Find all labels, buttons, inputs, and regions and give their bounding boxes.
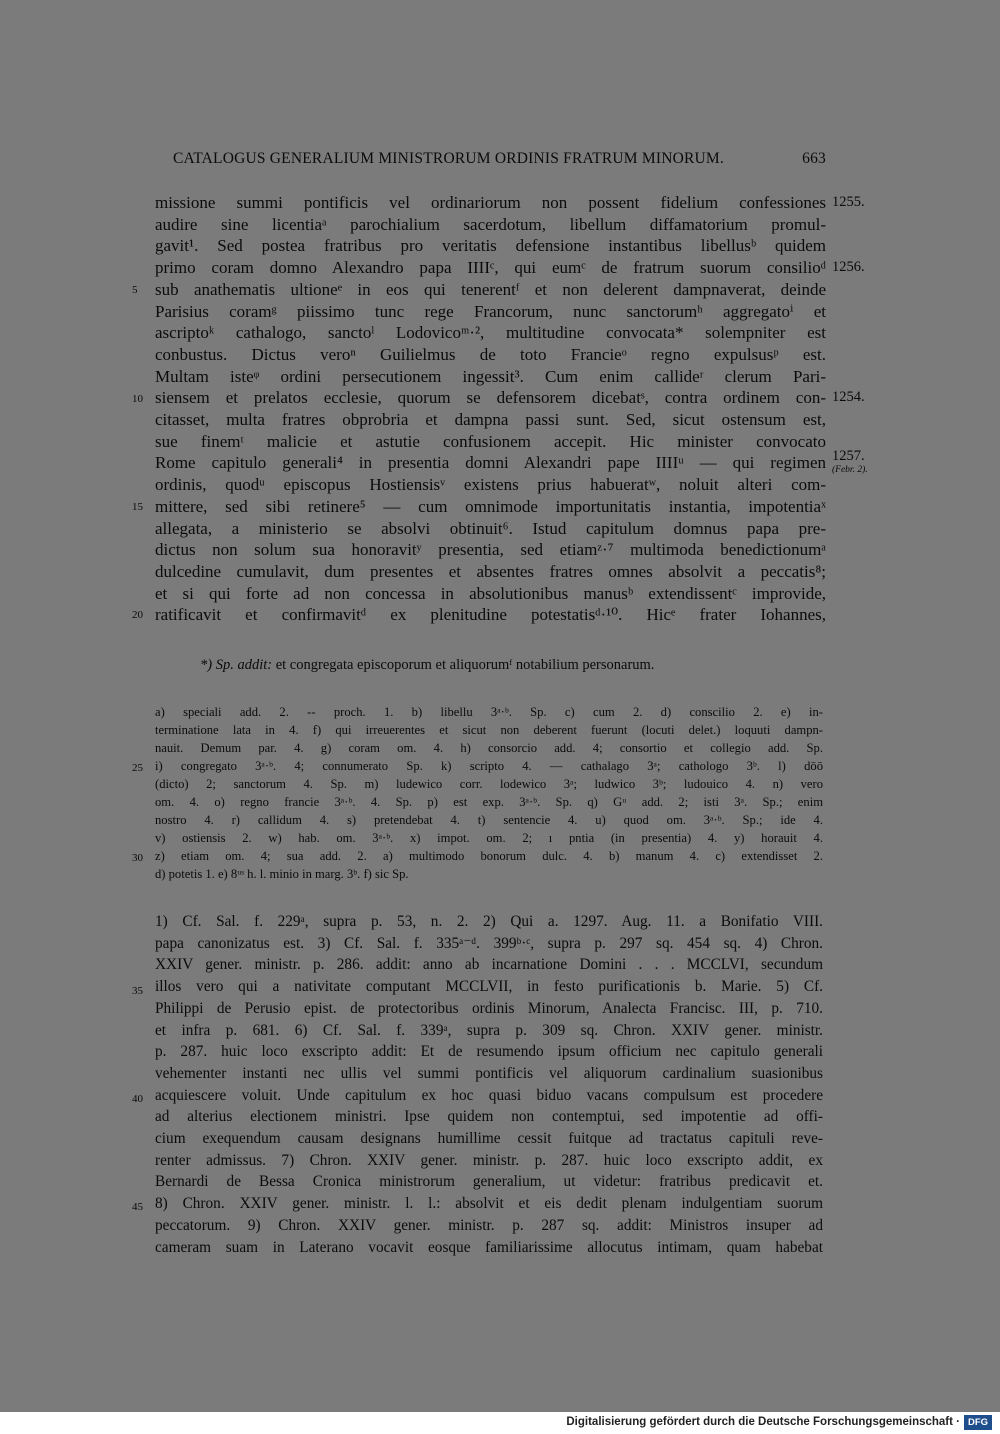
- text-line: Rome capitulo generali⁴ in presentia domni Alexandri pape IIIIᵘ — qui regimen: [155, 453, 826, 473]
- text-line: et si qui forte ad non concessa in absolutionibus manusᵇ extendissentᶜ improvide,: [155, 583, 826, 603]
- margin-date: (Febr. 2).: [832, 465, 868, 475]
- line-number: 25: [132, 762, 143, 774]
- text-line: audire sine licentiaᵃ parochialium sacerdotum, libellum diffamatorium promul-: [155, 214, 826, 234]
- text-line: primo coram domno Alexandro papa IIIIᶜ, qui eumᶜ de fratrum suorum consilioᵈ: [155, 258, 826, 278]
- star-note-label: *) Sp. addit:: [200, 657, 273, 673]
- footnote-line: 8) Chron. XXIV gener. ministr. l. l.: absolvit et eis dedit plenam indulgentiam suorum: [155, 1195, 823, 1213]
- page-number: 663: [802, 150, 826, 167]
- text-line: sub anathematis ultioneᵉ in eos qui tenerentᶠ et non delerent dampnaverat, deinde: [155, 279, 826, 299]
- text-line: siensem et prelatos ecclesie, quorum se defensorem dicebatˢ, contra ordinem con-: [155, 388, 826, 408]
- variant-line: v) ostiensis 2. w) hab. om. 3ᵃ·ᵇ. x) impot. om. 2; ı pntia (in presentia) 4. y) horauit 4.: [155, 831, 823, 845]
- text-line: Multam isteᵠ ordini persecutionem ingessit³. Cum enim callideʳ clerum Pari-: [155, 366, 826, 386]
- variant-line: d) potetis 1. e) 8ᵘˢ h. l. minio in marg. 3ᵇ. f) sic Sp.: [155, 867, 409, 881]
- variant-line: nostro 4. r) callidum 4. s) pretendebat 4. t) sentencie 4. u) quod om. 3ᵃ·ᵇ. Sp.; ide 4.: [155, 813, 823, 827]
- footnote-line: vehementer instanti nec ullis vel summi pontificis vel aliquorum cardinalium suasionibus: [155, 1064, 823, 1082]
- variant-line: a) speciali add. 2. -- proch. 1. b) libellu 3ᵃ·ᵇ. Sp. c) cum 2. d) conscilio 2. e) in-: [155, 705, 823, 719]
- variant-line: i) congregato 3ᵃ·ᵇ. 4; connumerato Sp. k) scripto 4. — cathalago 3ᵃ; cathologo 3ᵇ. l) dōō: [155, 759, 823, 773]
- text-line: citasset, multa fratres obprobria et dampna passi sunt. Sed, sicut ostensum est,: [155, 410, 826, 429]
- text-line: allegata, a ministerio se absolvi obtinuit⁶. Istud capitulum domnus papa pre-: [155, 518, 826, 538]
- footnote-line: cameram suam in Laterano vocavit eosque familiarissime allocutus intimam, quam habebat: [155, 1238, 823, 1256]
- footnote-line: Philippi de Perusio epist. de protectoribus ordinis Minorum, Analecta Francisc. III, p. 710.: [155, 999, 823, 1017]
- margin-year: 1256.: [832, 259, 865, 275]
- text-line: mittere, sed sibi retinere⁵ — cum omnimode importunitatis instantia, impotentiaˣ: [155, 496, 826, 516]
- text-line: dulcedine cumulavit, dum presentes et absentes fratres omnes absolvit a peccatis⁸;: [155, 561, 826, 581]
- variant-line: (dicto) 2; sanctorum 4. Sp. m) ludewico corr. lodewico 3ᵃ; ludwico 3ᵇ; ludouico 4. n) vero: [155, 777, 823, 791]
- variant-line: om. 4. o) regno francie 3ᵃ·ᵇ. 4. Sp. p) est exp. 3ᵃ·ᵇ. Sp. q) Gᵘ add. 2; isti 3ᵃ. Sp.; enim: [155, 795, 823, 809]
- text-line: conbustus. Dictus veroⁿ Guilielmus de toto Francieᵒ regno expulsusᵖ est.: [155, 344, 826, 364]
- line-number: 35: [132, 985, 143, 997]
- footnote-line: ad alterius electionem ministri. Ipse quidem non contemptui, sed impotentie ad offi-: [155, 1108, 823, 1126]
- text-line: Parisius coramᵍ piissimo tunc rege Francorum, nunc sanctorumʰ aggregatoⁱ et: [155, 301, 826, 321]
- footnote-line: cium exequendum causam designans humillime cessit fuitque ad tractatus capituli reve-: [155, 1130, 823, 1147]
- text-line: ordinis, quodᵘ episcopus Hostiensisᵛ existens prius habueratʷ, noluit alteri com-: [155, 475, 826, 495]
- line-number: 30: [132, 852, 143, 864]
- line-number: 15: [132, 501, 143, 513]
- variant-line: terminatione lata in 4. f) qui irreuerentes et sicut non deberent fuerunt (locuti delet.) loquuti dampn-: [155, 723, 823, 737]
- margin-year: 1254.: [832, 389, 865, 405]
- funding-notice: Digitalisierung gefördert durch die Deutsche Forschungsgemeinschaft ·: [566, 1416, 960, 1428]
- variant-line: z) etiam om. 4; sua add. 2. a) multimodo bonorum dulc. 4. b) manum 4. c) extendisset 2.: [155, 849, 823, 863]
- line-number: 40: [132, 1093, 143, 1105]
- footnote-line: 1) Cf. Sal. f. 229ᵃ, supra p. 53, n. 2. 2) Qui a. 1297. Aug. 11. a Bonifatio VIII.: [155, 913, 823, 930]
- text-line: ratificavit et confirmavitᵈ ex plenitudine potestatisᵈ·¹⁰. Hicᵉ frater Iohannes,: [155, 605, 826, 625]
- margin-year: 1255.: [832, 194, 865, 210]
- margin-year: 1257.: [832, 448, 865, 464]
- text-line: gavit¹. Sed postea fratribus pro veritatis defensione instantibus libellusᵇ quidem: [155, 236, 826, 256]
- footnote-line: acquiescere voluit. Unde capitulum ex hoc quasi biduo vacans compulsum est procedere: [155, 1086, 823, 1104]
- footnote-line: et infra p. 681. 6) Cf. Sal. f. 339ᵃ, supra p. 309 sq. Chron. XXIV gener. ministr.: [155, 1021, 823, 1039]
- line-number: 10: [132, 393, 143, 405]
- footnote-line: XXIV gener. ministr. p. 286. addit: anno ab incarnatione Domini . . . MCCLVI, secundum: [155, 956, 823, 974]
- star-note: [200, 657, 654, 674]
- footnote-line: illos vero qui a nativitate computant MCCLVII, in festo purificationis b. Marie. 5) Cf.: [155, 978, 823, 996]
- dfg-footer-bar: [0, 1412, 1000, 1434]
- footnote-line: renter admissus. 7) Chron. XXIV gener. ministr. p. 287. huic loco exscripto addit, ex: [155, 1151, 823, 1169]
- line-number: 20: [132, 609, 143, 621]
- line-number: 45: [132, 1201, 143, 1213]
- dfg-logo-icon: DFG: [964, 1415, 992, 1430]
- star-note-text: et congregata episcoporum et aliquorumᶠ notabilium personarum.: [275, 657, 655, 673]
- footnote-line: Bernardi de Bessa Cronica ministrorum generalium, ut videtur: fratribus predicavit et.: [155, 1173, 823, 1191]
- text-line: sue finemᵗ malicie et astutie confusionem accepit. Hic minister convocato: [155, 431, 826, 451]
- variant-line: nauit. Demum par. 4. g) coram om. 4. h) consorcio add. 4; consortio et collegio add. Sp.: [155, 741, 823, 755]
- text-line: ascriptoᵏ cathalogo, sanctoˡ Lodovicoᵐ·², multitudine convocata* solempniter est: [155, 323, 826, 343]
- text-line: missione summi pontificis vel ordinariorum non possent fidelium confessiones: [155, 193, 826, 212]
- footnote-line: papa canonizatus est. 3) Cf. Sal. f. 335ᵃ⁻ᵈ. 399ᵇ·ᶜ, supra p. 297 sq. 454 sq. 4) Chron.: [155, 934, 823, 952]
- footnote-line: peccatorum. 9) Chron. XXIV gener. ministr. p. 287 sq. addit: Ministros insuper ad: [155, 1216, 823, 1234]
- text-line: dictus non solum sua honoravitʸ presentia, sed etiamᶻ·⁷ multimoda benedictionumᵃ: [155, 540, 826, 560]
- header-title: CATALOGUS GENERALIUM MINISTRORUM ORDINIS FRATRUM MINORUM.: [173, 150, 724, 167]
- footnote-line: p. 287. huic loco exscripto addit: Et de resumendo ipsum officium nec capitulo generali: [155, 1043, 823, 1061]
- line-number: 5: [132, 284, 138, 296]
